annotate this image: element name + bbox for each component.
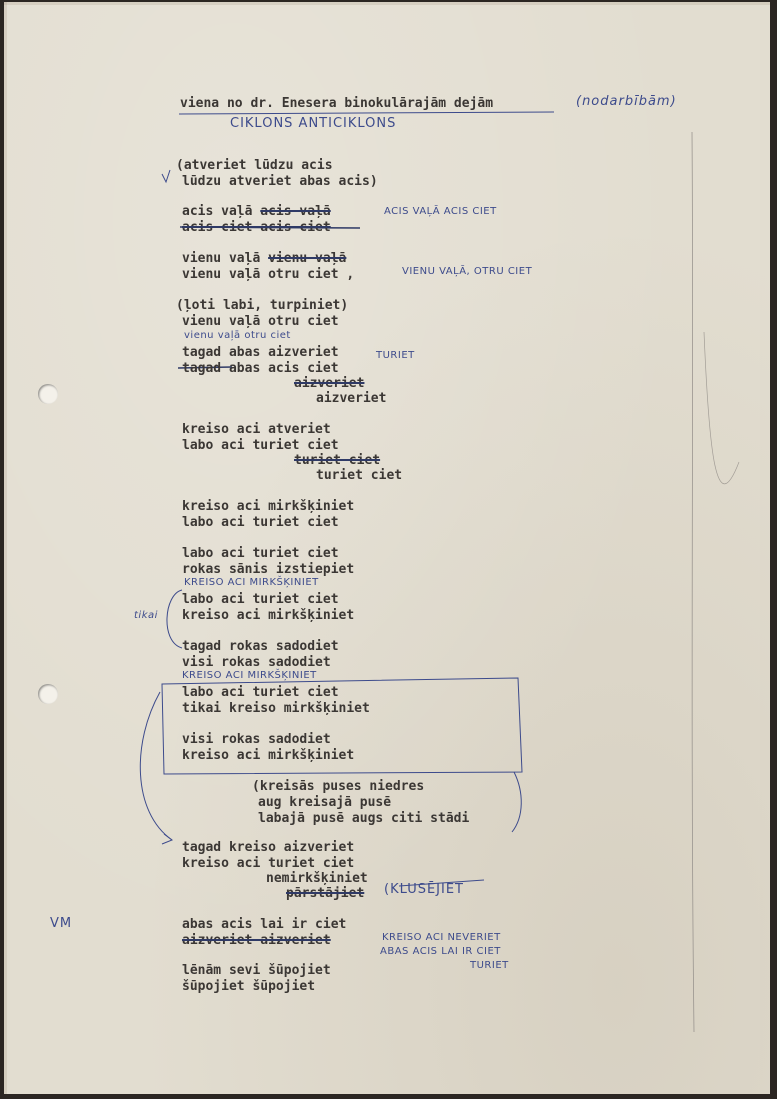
page-title: viena no dr. Enesera binokulārajām dejām xyxy=(180,96,494,111)
stanza-11-line-1: visi rokas sadodiet xyxy=(182,732,331,747)
stanza-14-note-1: KREISO ACI NEVERIET xyxy=(382,932,501,943)
stanza-5-line-3: aizveriet xyxy=(294,376,365,391)
stanza-10-line-2: tikai kreiso mirkšķiniet xyxy=(182,701,370,716)
stanza-13-line-4: pārstājiet xyxy=(286,886,365,901)
stanza-5-note: TURIET xyxy=(376,350,415,361)
stanza-4-line-2: vienu vaļā otru ciet xyxy=(182,314,339,329)
subtitle-handwritten: CIKLONS ANTICIKLONS xyxy=(230,116,397,131)
bracket-s12-right xyxy=(512,772,521,832)
stanza-4-line-1: (ļoti labi, turpiniet) xyxy=(176,298,349,313)
stanza-1-line-1: (atveriet lūdzu acis xyxy=(176,158,333,173)
stanza-8-note: KREISO ACI MIRKŠĶINIET xyxy=(184,577,319,588)
stanza-13-note: (KLUSĒJIET xyxy=(384,882,464,897)
stanza-2-line-2: acis ciet acis ciet xyxy=(182,220,331,235)
stanza-6-line-1: kreiso aci atveriet xyxy=(182,422,331,437)
stanza-2-note: ACIS VAĻĀ ACIS CIET xyxy=(384,206,497,217)
stanza-6-line-3: turiet ciet xyxy=(294,453,381,468)
stanza-12-line-3: labajā pusē augs citi stādi xyxy=(258,811,470,826)
stanza-14-margin-mark: VM xyxy=(50,916,73,931)
pencil-line-right xyxy=(692,132,694,1032)
stanza-9-line-1: tagad rokas sadodiet xyxy=(182,639,339,654)
stanza-13-line-1: tagad kreiso aizveriet xyxy=(182,840,355,855)
stanza-3-line-1: vienu vaļā vienu vaļā xyxy=(182,251,347,266)
stanza-10-line-1: labo aci turiet ciet xyxy=(182,685,339,700)
stanza-2-line-1: acis vaļā acis vaļā xyxy=(182,204,331,219)
stanza-8-line-2: rokas sānis izstiepiet xyxy=(182,562,355,577)
stanza-3-note: VIENU VAĻĀ, OTRU CIET xyxy=(402,266,533,277)
stanza-5-line-1: tagad abas aizveriet xyxy=(182,345,339,360)
stanza-4-note: vienu vaļā otru ciet xyxy=(184,330,291,341)
stanza-6-line-2: labo aci turiet ciet xyxy=(182,438,339,453)
check-mark xyxy=(162,170,170,182)
stanza-8-line-4: kreiso aci mirkšķiniet xyxy=(182,608,355,623)
stanza-12-line-2: aug kreisajā pusē xyxy=(258,795,392,810)
stanza-1-line-2: lūdzu atveriet abas acis) xyxy=(182,174,378,189)
curly-bracket-left xyxy=(167,590,182,648)
stanza-13-line-3: nemirkšķiniet xyxy=(266,871,368,886)
stanza-14-note-2: ABAS ACIS LAI IR CIET xyxy=(380,946,501,957)
stanza-11-line-2: kreiso aci mirkšķiniet xyxy=(182,748,355,763)
stanza-5-line-2: tagad abas acis ciet xyxy=(182,361,339,376)
stanza-5-line-4: aizveriet xyxy=(316,391,387,406)
stanza-9-note: KREISO ACI MIRKŠĶINIET xyxy=(182,670,317,681)
typed-manuscript-page xyxy=(4,2,770,1094)
stanza-13-line-2: kreiso aci turiet ciet xyxy=(182,856,355,871)
stanza-15-line-1: lēnām sevi šūpojiet xyxy=(182,963,331,978)
stanza-8-line-3: labo aci turiet ciet xyxy=(182,592,339,607)
stanza-6-line-4: turiet ciet xyxy=(316,468,403,483)
stanza-14-line-1: abas acis lai ir ciet xyxy=(182,917,347,932)
pencil-line-right-2 xyxy=(704,332,739,484)
stanza-7-line-2: labo aci turiet ciet xyxy=(182,515,339,530)
stanza-8-line-1: labo aci turiet ciet xyxy=(182,546,339,561)
stanza-9-line-2: visi rokas sadodiet xyxy=(182,655,331,670)
stanza-14-line-2: aizveriet aizveriet xyxy=(182,933,331,948)
stanza-14-note-3: TURIET xyxy=(470,960,509,971)
stanza-15-line-2: šūpojiet šūpojiet xyxy=(182,979,316,994)
stanza-12-line-1: (kreisās puses niedres xyxy=(252,779,425,794)
title-margin-note: (nodarbībām) xyxy=(576,94,677,109)
arrow-curve-left xyxy=(140,692,172,840)
header-underline xyxy=(179,112,554,114)
stanza-7-line-1: kreiso aci mirkšķiniet xyxy=(182,499,355,514)
stanza-8-margin-note: tikai xyxy=(134,610,158,621)
stanza-3-line-2: vienu vaļā otru ciet , xyxy=(182,267,355,282)
handwritten-marks-layer xyxy=(4,2,770,1094)
